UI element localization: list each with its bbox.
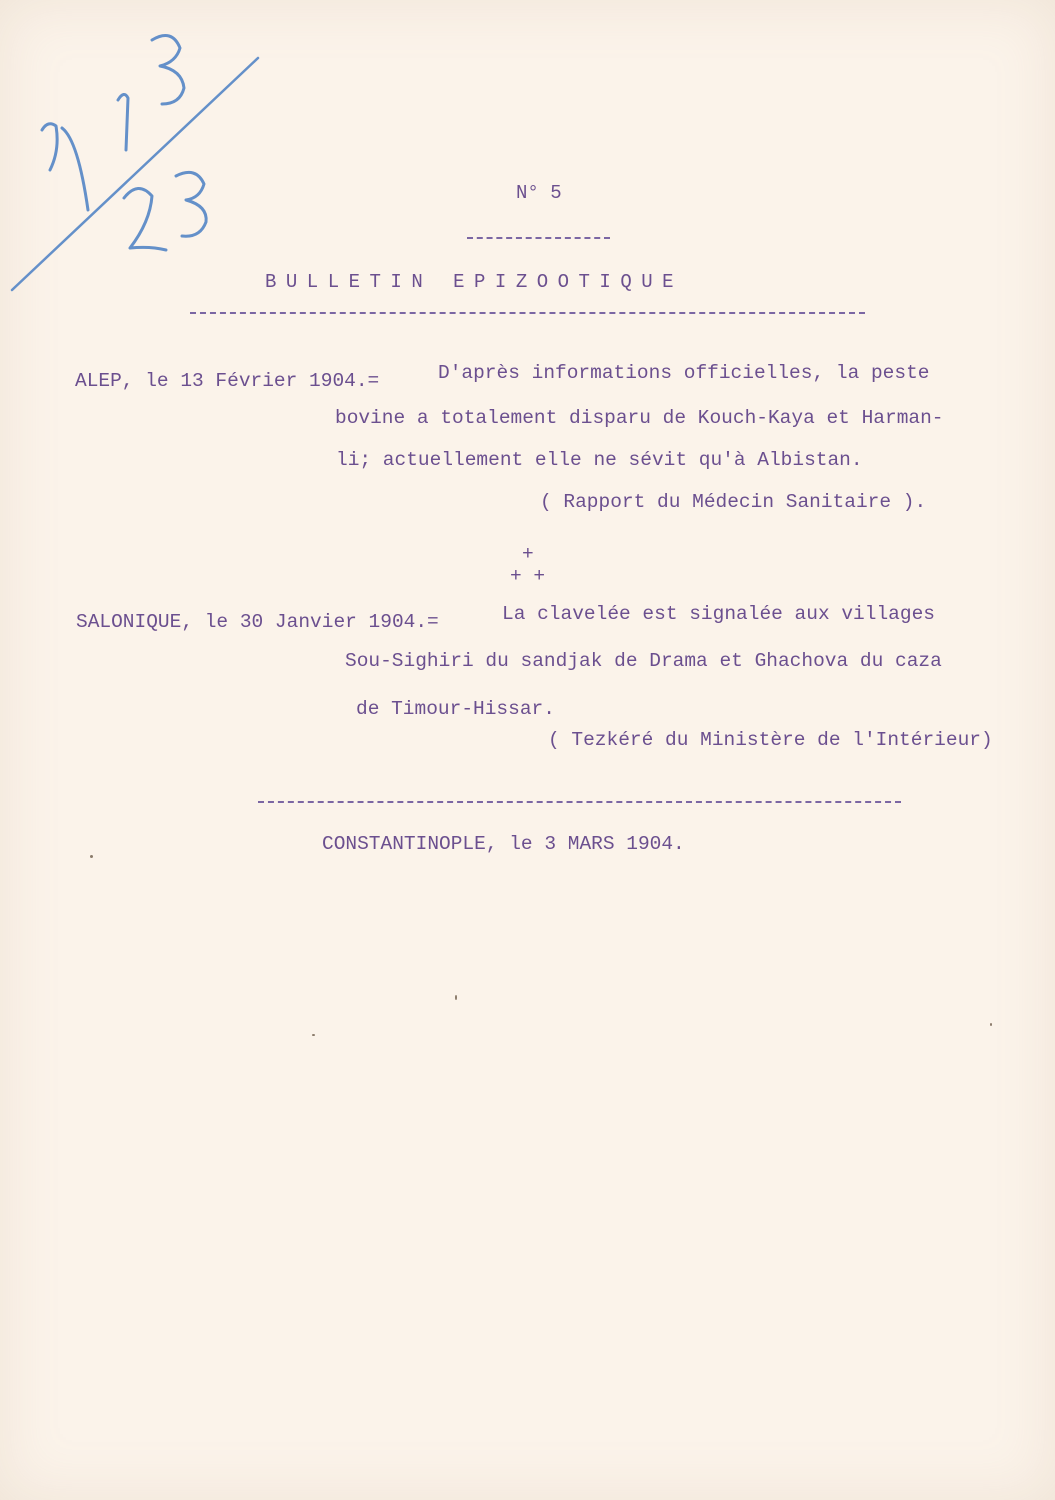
paper-speck — [990, 1023, 992, 1026]
entry-heading: SALONIQUE, le 30 Janvier 1904.= — [76, 611, 439, 633]
entry-line: li; actuellement elle ne sévit qu'à Albistan. — [336, 449, 863, 471]
title-underline — [190, 312, 865, 314]
entry-source: ( Rapport du Médecin Sanitaire ). — [540, 491, 927, 513]
entry-line: La clavelée est signalée aux villages — [502, 603, 935, 625]
entry-line: bovine a totalement disparu de Kouch-Kaya et Harman- — [335, 407, 944, 429]
footer-date: CONSTANTINOPLE, le 3 MARS 1904. — [322, 833, 685, 855]
bulletin-title: BULLETIN EPIZOOTIQUE — [265, 271, 684, 293]
paper-speck — [312, 1034, 315, 1036]
entry-heading: ALEP, le 13 Février 1904.= — [75, 370, 380, 392]
paper-speck — [455, 995, 457, 1000]
separator-crosses: + + — [510, 565, 546, 587]
entry-line: de Timour-Hissar. — [356, 698, 555, 720]
footer-rule — [258, 801, 901, 803]
pencil-annotation — [0, 0, 300, 300]
number-underline — [467, 237, 610, 239]
entry-line: D'après informations officielles, la peste — [438, 362, 930, 384]
separator-cross: + — [522, 543, 534, 565]
entry-source: ( Tezkéré du Ministère de l'Intérieur) — [548, 729, 993, 751]
entry-line: Sou-Sighiri du sandjak de Drama et Ghachova du caza — [345, 650, 942, 672]
paper-speck — [90, 855, 93, 858]
bulletin-number: N° 5 — [516, 182, 562, 204]
